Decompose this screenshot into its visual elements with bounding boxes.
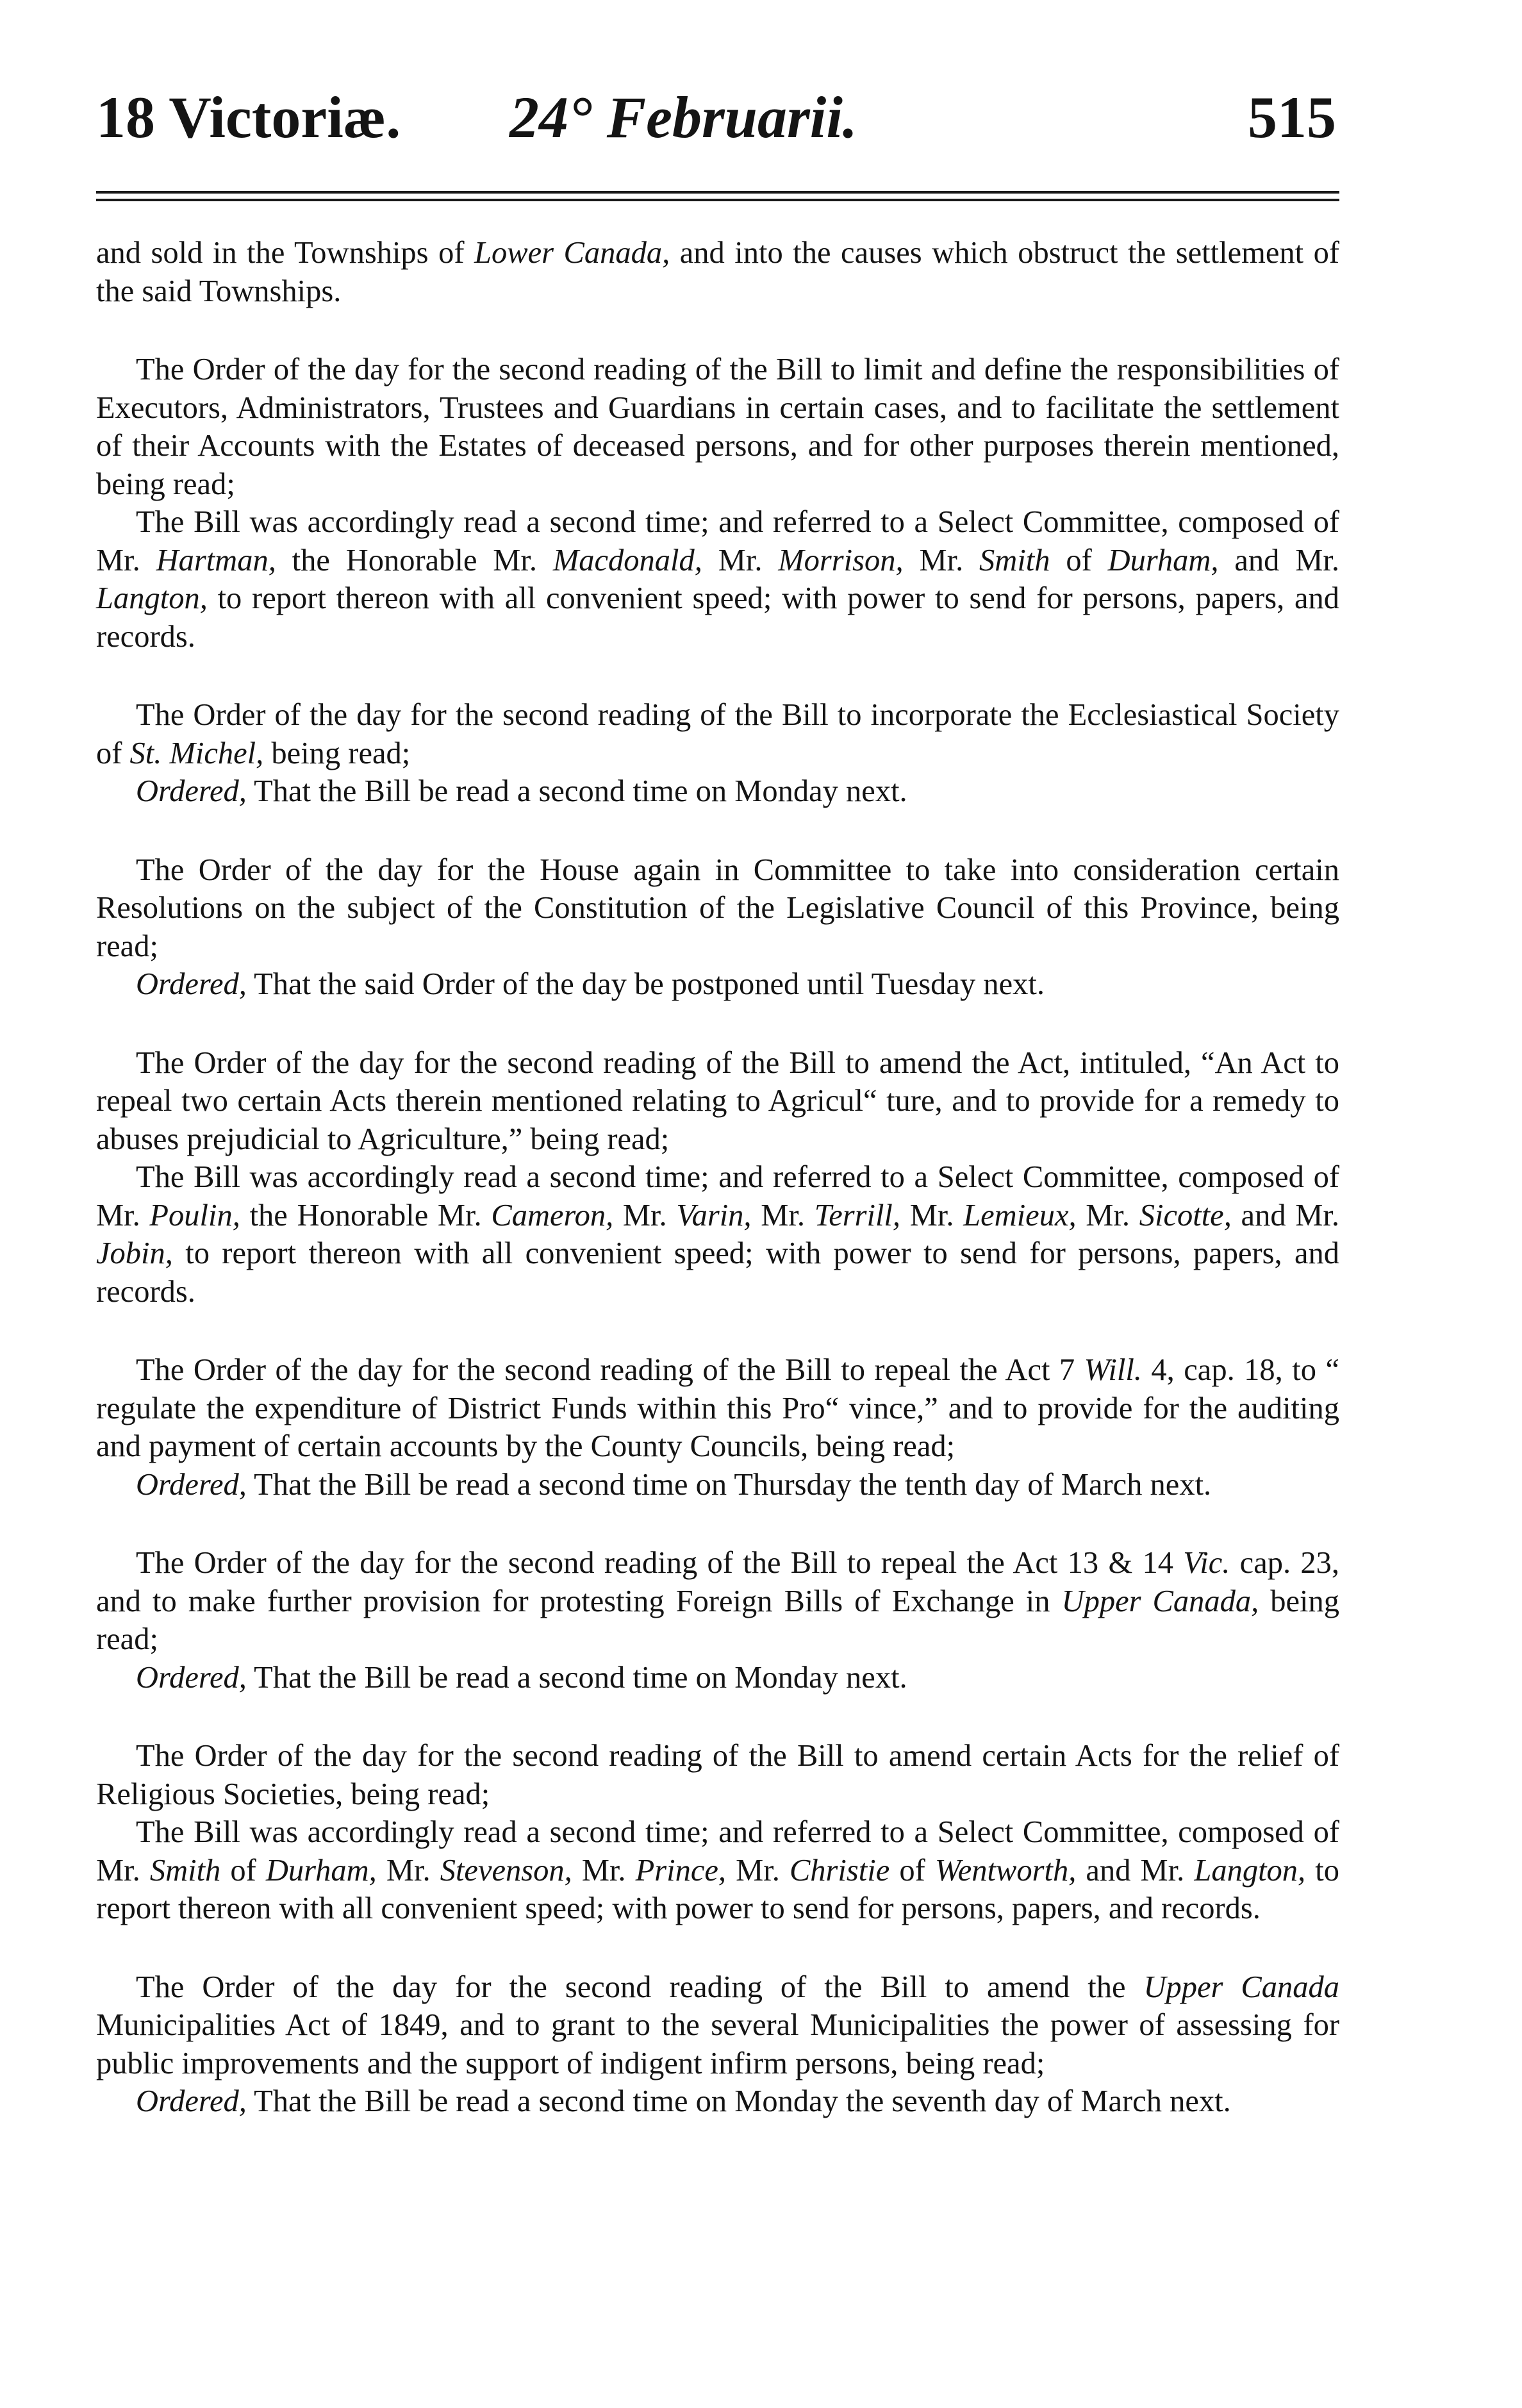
journal-entry [96,696,1339,811]
entry-paragraph: The Order of the day for the second reading of the Bill to amend the Act, intituled, “An Act to repeal two certain Acts therein mentioned relating to Agricul“ ture, and to provide for a remedy to abuses prejudicial to Agriculture,” being read; [96,1045,1339,1156]
entry-paragraph: and sold in the Townships of Lower Canada, and into the causes which obstruct the settlement of the said Townships. [96,236,1339,308]
entry-paragraph: Ordered, That the Bill be read a second time on Monday next. [136,1660,907,1695]
journal-entry [96,1044,1339,1311]
entry-paragraph: Ordered, That the Bill be read a second time on Monday next. [136,774,907,808]
entry-paragraph: Ordered, That the Bill be read a second time on Monday the seventh day of March next. [136,2084,1231,2118]
entry-paragraph: The Order of the day for the second reading of the Bill to incorporate the Ecclesiastical Society of St. Michel, being read; [96,698,1339,770]
journal-entry [96,1544,1339,1697]
entry-paragraph: Ordered, That the said Order of the day be postponed until Tuesday next. [136,967,1045,1001]
entry-paragraph: The Order of the day for the second reading of the Bill to repeal the Act 7 Will. 4, cap. 18, to “ regulate the expenditure of District Funds within this Pro“ vince,” and to provide for the auditing and payment of certain accounts by the County Councils, being read; [96,1353,1339,1463]
journal-entry [96,851,1339,1004]
journal-entry [96,1968,1339,2121]
journal-entry [96,1351,1339,1504]
header-session: 18 Victoriæ. [96,85,401,150]
header-rule-top [96,191,1339,194]
entry-paragraph: The Order of the day for the second reading of the Bill to amend the Upper Canada Municipalities Act of 1849, and to grant to the several Municipalities the power of assessing for public improvements and the support of indigent infirm persons, being read; [96,1970,1339,2080]
entry-paragraph: The Order of the day for the second reading of the Bill to repeal the Act 13 & 14 Vic. cap. 23, and to make further provision for protesting Foreign Bills of Exchange in Upper Canada, being read; [96,1546,1339,1656]
page-header [96,76,1336,159]
entry-paragraph: The Order of the day for the second reading of the Bill to limit and define the responsibilities of Executors, Administrators, Trustees and Guardians in certain cases, and to facilitate the settlement of their Accounts with the Estates of deceased persons, and for other purposes therein mentioned, being read; [96,353,1339,501]
journal-entry [96,1737,1339,1928]
page-number: 515 [1248,85,1336,150]
entry-paragraph: The Bill was accordingly read a second time; and referred to a Select Committee, composed of Mr. Hartman, the Honorable Mr. Macdonald, Mr. Morrison, Mr. Smith of Durham, and Mr. Langton, to report thereon with all convenient speed; with power to send for persons, papers, and records. [96,505,1339,654]
entry-paragraph: Ordered, That the Bill be read a second time on Thursday the tenth day of March next. [136,1467,1212,1502]
header-date: 24° Februarii. [509,85,857,150]
header-rule-bottom [96,199,1339,201]
journal-entry [96,351,1339,656]
entry-paragraph: The Bill was accordingly read a second time; and referred to a Select Committee, composed of Mr. Poulin, the Honorable Mr. Cameron, Mr. Varin, Mr. Terrill, Mr. Lemieux, Mr. Sicotte, and Mr. Jobin, to report thereon with all convenient speed; with power to send for persons, papers, and records. [96,1160,1339,1309]
journal-body [96,234,1339,2161]
entry-paragraph: The Order of the day for the House again in Committee to take into consideration certain Resolutions on the subject of the Constitution of the Legislative Council of this Province, being read; [96,852,1339,963]
entry-paragraph: The Bill was accordingly read a second time; and referred to a Select Committee, composed of Mr. Smith of Durham, Mr. Stevenson, Mr. Prince, Mr. Christie of Wentworth, and Mr. Langton, to report thereon with all convenient speed; with power to send for persons, papers, and records. [96,1815,1339,1925]
journal-entry [96,234,1339,310]
entry-paragraph: The Order of the day for the second reading of the Bill to amend certain Acts for the relief of Religious Societies, being read; [96,1739,1339,1811]
